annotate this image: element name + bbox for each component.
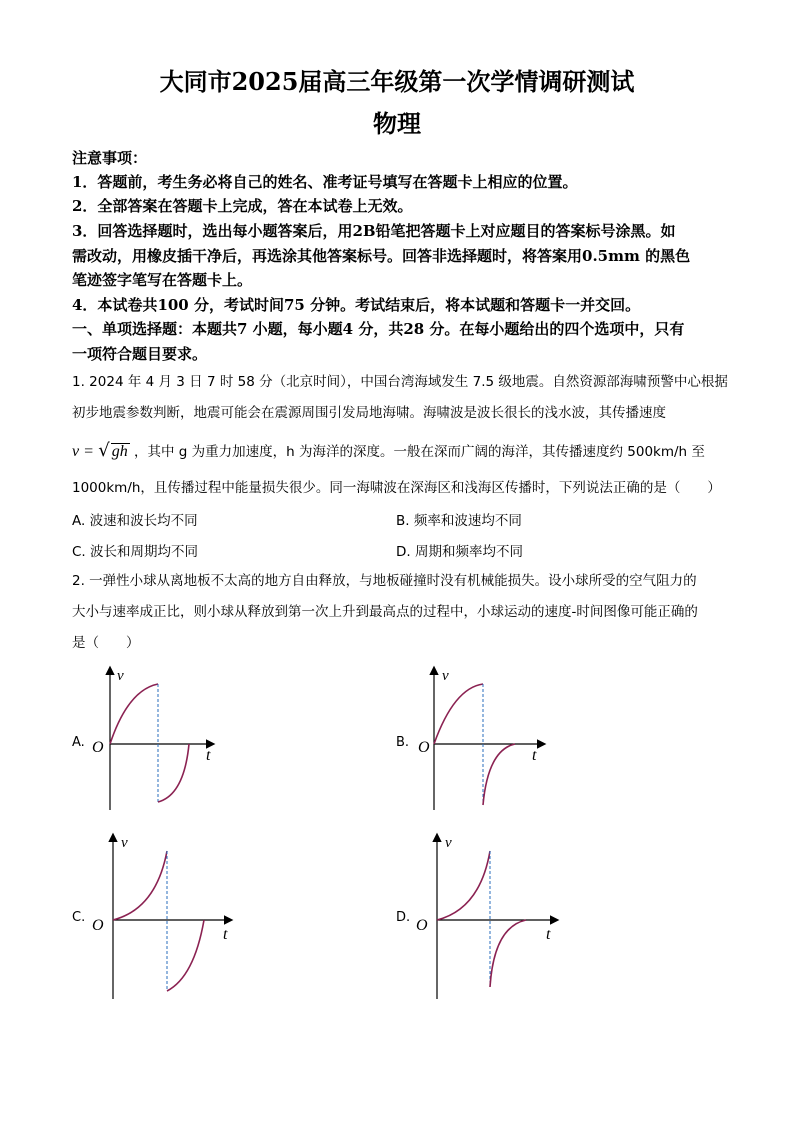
q1-option-c[interactable]: C. 波长和周期均不同 — [72, 544, 199, 560]
notice-item: 4．本试卷共100 分，考试时间75 分钟。考试结束后，将本试题和答题卡一并交回。 — [72, 296, 641, 314]
formula-v: v = — [72, 443, 94, 460]
section-heading: 一、单项选择题：本题共7 小题，每小题4 分，共28 分。在每小题给出的四个选项中，只有 — [72, 320, 685, 338]
curve-fall — [113, 851, 167, 920]
q1-text: ，其中 g 为重力加速度，h 为海洋的深度。一般在深而广阔的海洋，其传播速度约 500km/h 至 — [133, 444, 705, 460]
graph-c-label[interactable]: C. — [72, 910, 86, 925]
curve-rise — [167, 920, 204, 991]
graph-c[interactable] — [88, 827, 238, 1002]
y-axis-label: v — [445, 835, 452, 851]
q1-formula-line — [72, 441, 705, 462]
origin-label: O — [416, 917, 428, 934]
formula-root: gh — [111, 443, 128, 460]
notice-heading: 注意事项： — [72, 149, 148, 167]
q2-text: 是（ ） — [72, 635, 140, 651]
graph-a-label[interactable]: A. — [72, 735, 85, 750]
sqrt-icon: √ — [98, 440, 110, 461]
graph-b[interactable] — [412, 660, 552, 815]
graph-a[interactable] — [88, 660, 228, 815]
q1-text: 1000km/h，且传播过程中能量损失很少。同一海啸波在深海区和浅海区传播时，下列说法正确的是（ ） — [72, 480, 721, 496]
q2-text: 大小与速率成正比，则小球从释放到第一次上升到最高点的过程中，小球运动的速度-时间图像可能正确的 — [72, 604, 698, 620]
origin-label: O — [92, 739, 104, 756]
notice-item: 需改动，用橡皮插干净后，再选涂其他答案标号。回答非选择题时，将答案用0.5mm 的黑色 — [72, 247, 691, 265]
q1-option-b[interactable]: B. 频率和波速均不同 — [396, 513, 522, 529]
curve-rise — [483, 744, 515, 805]
curve-fall — [110, 684, 158, 744]
section-heading-cont: 一项符合题目要求。 — [72, 345, 208, 363]
x-axis-label: t — [206, 747, 211, 764]
x-axis-label: t — [223, 926, 228, 943]
graph-d-label[interactable]: D. — [396, 910, 411, 925]
q2-text: 2. 一弹性小球从离地板不太高的地方自由释放，与地板碰撞时没有机械能损失。设小球所受的空气阻力的 — [72, 573, 697, 589]
x-axis-label: t — [546, 926, 551, 943]
notice-item: 3．回答选择题时，选出每小题答案后，用2B铅笔把答题卡上对应题目的答案标号涂黑。如 — [72, 222, 676, 240]
q1-option-d[interactable]: D. 周期和频率均不同 — [396, 544, 523, 560]
x-axis-label: t — [532, 747, 537, 764]
origin-label: O — [418, 739, 430, 756]
graph-d[interactable] — [412, 827, 562, 1002]
y-axis-label: v — [121, 835, 128, 851]
origin-label: O — [92, 917, 104, 934]
y-axis-label: v — [117, 668, 124, 684]
notice-item: 1．答题前，考生务必将自己的姓名、准考证号填写在答题卡上相应的位置。 — [72, 173, 578, 191]
notice-item: 笔迹签字笔写在答题卡上。 — [72, 271, 253, 289]
notice-item: 2．全部答案在答题卡上完成，答在本试卷上无效。 — [72, 197, 413, 215]
curve-rise — [158, 744, 189, 802]
q1-text: 1. 2024 年 4 月 3 日 7 时 58 分（北京时间），中国台湾海域发生 7.5 级地震。自然资源部海啸预警中心根据 — [72, 374, 728, 390]
curve-rise — [490, 920, 526, 987]
q1-option-a[interactable]: A. 波速和波长均不同 — [72, 513, 198, 529]
exam-title: 大同市2025届高三年级第一次学情调研测试 — [159, 67, 635, 96]
subject-title: 物理 — [373, 109, 421, 138]
graph-b-label[interactable]: B. — [396, 735, 410, 750]
y-axis-label: v — [442, 668, 449, 684]
q1-text: 初步地震参数判断，地震可能会在震源周围引发局地海啸。海啸波是波长很长的浅水波，其传播速度 — [72, 405, 666, 421]
curve-fall — [437, 851, 490, 920]
curve-fall — [434, 684, 483, 744]
